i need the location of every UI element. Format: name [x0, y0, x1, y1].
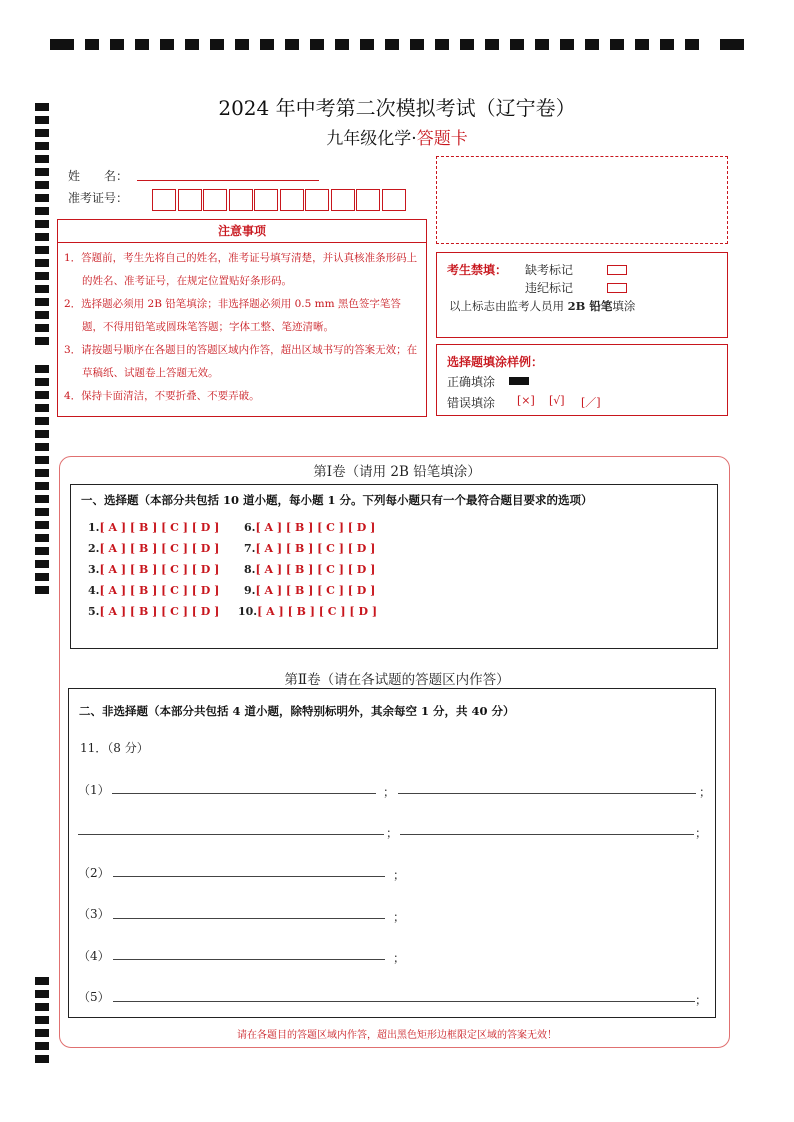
id-digit-box[interactable]: [203, 189, 227, 211]
id-digit-box[interactable]: [280, 189, 304, 211]
fill-sample-box: [436, 344, 728, 416]
answer-line[interactable]: [78, 834, 384, 835]
choice-options[interactable]: [ A ] [ B ] [ C ] [ D ]: [99, 542, 220, 555]
question-number: 4.: [88, 584, 100, 597]
exam-id-boxes[interactable]: [152, 189, 407, 211]
subtitle-subject: 九年级化学·: [326, 129, 417, 149]
wrong-mark-2: [√]: [549, 394, 565, 407]
question-number: 6.: [244, 521, 256, 534]
choice-q6[interactable]: [244, 521, 375, 534]
sub-question-label: （3）: [78, 907, 110, 921]
choice-options[interactable]: [ A ] [ B ] [ C ] [ D ]: [99, 521, 220, 534]
choice-options[interactable]: [ A ] [ B ] [ C ] [ D ]: [99, 563, 220, 576]
answer-line[interactable]: [113, 918, 385, 919]
id-digit-box[interactable]: [382, 189, 406, 211]
wrong-mark-3: [／]: [581, 396, 601, 409]
forbid-note-bold: 2B 铅笔: [567, 299, 613, 313]
notice-heading: 注意事项: [58, 220, 426, 243]
id-digit-box[interactable]: [229, 189, 253, 211]
non-choice-section-box: [68, 688, 716, 1018]
choice-section-heading: 一、选择题（本部分共包括 10 道小题，每小题 1 分。下列每小题只有一个最符合题目要求的选项）: [81, 493, 593, 507]
answer-line[interactable]: [113, 1001, 695, 1002]
semicolon: ；: [393, 951, 406, 965]
absent-mark-label: 缺考标记: [525, 263, 574, 277]
choice-q10[interactable]: [238, 605, 377, 618]
choice-q3[interactable]: [88, 563, 219, 576]
question-number: 8.: [244, 563, 256, 576]
question-11-label: 11．（8 分）: [80, 741, 149, 755]
choice-options[interactable]: [ A ] [ B ] [ C ] [ D ]: [255, 521, 376, 534]
choice-q8[interactable]: [244, 563, 375, 576]
choice-q2[interactable]: [88, 542, 219, 555]
candidate-forbid-box: [436, 252, 728, 338]
answer-line[interactable]: [112, 793, 376, 794]
correct-fill-label: 正确填涂: [447, 375, 496, 389]
question-number: 10.: [238, 605, 258, 618]
semicolon: ；: [393, 868, 406, 882]
answer-line[interactable]: [400, 834, 694, 835]
notice-item: 4．保持卡面清洁，不要折叠、不要弄破。: [64, 390, 260, 402]
choice-q4[interactable]: [88, 584, 219, 597]
forbid-label: 考生禁填：: [447, 263, 508, 277]
semicolon: ；: [393, 910, 406, 924]
choice-options[interactable]: [ A ] [ B ] [ C ] [ D ]: [255, 542, 376, 555]
id-digit-box[interactable]: [178, 189, 202, 211]
semicolon: ；: [699, 785, 712, 799]
id-digit-box[interactable]: [356, 189, 380, 211]
exam-title: 2024 年中考第二次模拟考试（辽宁卷）: [218, 96, 576, 120]
choice-q1[interactable]: [88, 521, 219, 534]
forbid-note-pre: 以上标志由监考人员用: [449, 299, 568, 313]
choice-options[interactable]: [ A ] [ B ] [ C ] [ D ]: [99, 584, 220, 597]
correct-fill-sample: [509, 377, 529, 385]
question-number: 7.: [244, 542, 256, 555]
choice-q5[interactable]: [88, 605, 219, 618]
name-field[interactable]: [137, 180, 319, 181]
answer-line[interactable]: [398, 793, 696, 794]
question-number: 5.: [88, 605, 100, 618]
notice-item: 1．答题前，考生先将自己的姓名，准考证号填写清楚，并认真核准条形码上的姓名、准考证号，在规定位置贴好条形码。: [64, 252, 418, 287]
semicolon: ；: [695, 993, 708, 1007]
id-digit-box[interactable]: [305, 189, 329, 211]
violation-mark-box[interactable]: [607, 283, 627, 293]
id-digit-box[interactable]: [254, 189, 278, 211]
id-digit-box[interactable]: [152, 189, 176, 211]
part2-title: 第Ⅱ卷（请在各试题的答题区内作答）: [284, 672, 510, 688]
subtitle-answer-sheet: 答题卡: [416, 129, 468, 149]
question-number: 1.: [88, 521, 100, 534]
semicolon: ；: [386, 826, 399, 840]
forbid-note: [449, 298, 635, 314]
choice-options[interactable]: [ A ] [ B ] [ C ] [ D ]: [255, 563, 376, 576]
id-label: 准考证号：: [68, 191, 129, 205]
choice-options[interactable]: [ A ] [ B ] [ C ] [ D ]: [255, 584, 376, 597]
semicolon: ；: [383, 785, 396, 799]
choice-options[interactable]: [ A ] [ B ] [ C ] [ D ]: [257, 605, 378, 618]
choice-q9[interactable]: [244, 584, 375, 597]
part1-title: 第Ⅰ卷（请用 2B 铅笔填涂）: [313, 464, 481, 480]
barcode-area: [436, 156, 728, 244]
fill-sample-heading: 选择题填涂样例：: [447, 355, 544, 369]
absent-mark-box[interactable]: [607, 265, 627, 275]
sub-question-label: （4）: [78, 949, 110, 963]
non-choice-section-heading: 二、非选择题（本部分共包括 4 道小题，除特别标明外，其余每空 1 分，共 40 分）: [79, 704, 515, 718]
sub-question-label: （1）: [78, 783, 110, 797]
semicolon: ；: [695, 826, 708, 840]
exam-subtitle: [0, 124, 794, 149]
name-label: 姓 名：: [68, 169, 129, 183]
sub-question-label: （2）: [78, 866, 110, 880]
notice-item: 3．请按题号顺序在各题目的答题区域内作答，超出区域书写的答案无效；在草稿纸、试题卷上答题无效。: [64, 344, 418, 379]
wrong-mark-1: [×]: [517, 394, 535, 407]
id-digit-box[interactable]: [331, 189, 355, 211]
notice-item: 2．选择题必须用 2B 铅笔填涂；非选择题必须用 0.5 mm 黑色签字笔答题，不得用铅笔或圆珠笔答题；字体工整、笔迹清晰。: [64, 298, 401, 333]
wrong-fill-label: 错误填涂: [447, 396, 496, 410]
footer-warning: 请在各题目的答题区域内作答，超出黑色矩形边框限定区域的答案无效！: [237, 1030, 557, 1041]
choice-q7[interactable]: [244, 542, 375, 555]
choice-options[interactable]: [ A ] [ B ] [ C ] [ D ]: [99, 605, 220, 618]
violation-mark-label: 违纪标记: [525, 281, 574, 295]
question-number: 9.: [244, 584, 256, 597]
sub-question-label: （5）: [78, 990, 110, 1004]
notice-box: [57, 219, 427, 417]
question-number: 3.: [88, 563, 100, 576]
answer-line[interactable]: [113, 959, 385, 960]
answer-line[interactable]: [113, 876, 385, 877]
question-number: 2.: [88, 542, 100, 555]
forbid-note-post: 填涂: [612, 299, 636, 313]
